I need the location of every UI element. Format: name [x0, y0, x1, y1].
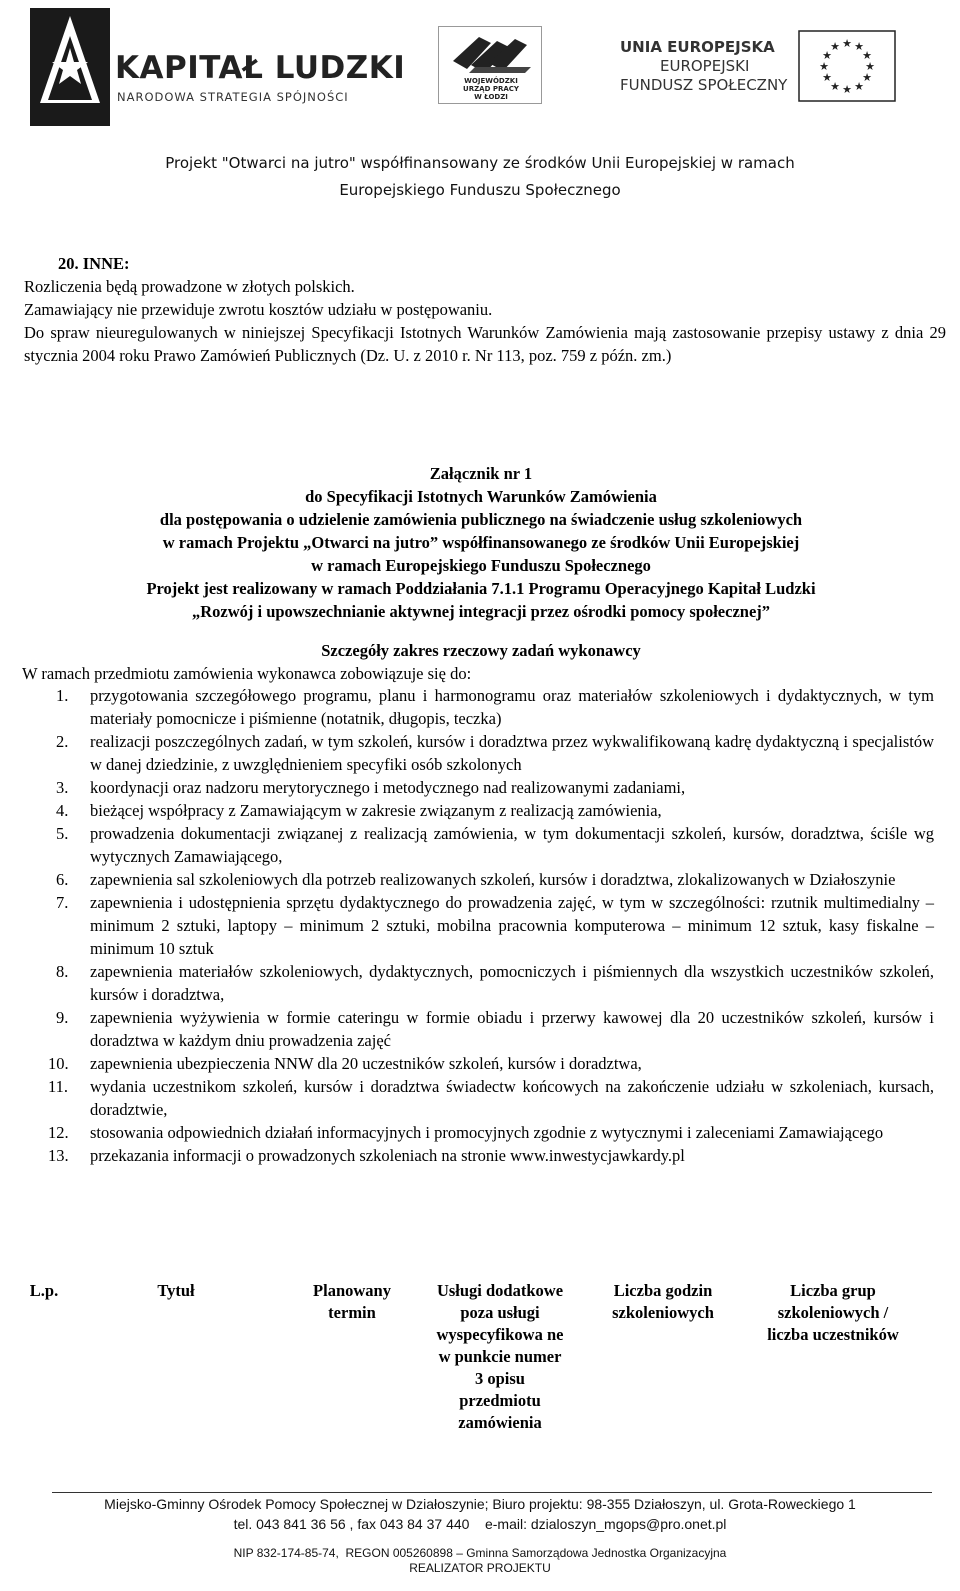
column-header-additional-services: Usługi dodatkowe poza usługi wyspecyfikowa ne w punkcie numer 3 opisu przedmiotu zamówienia: [436, 1281, 564, 1432]
wup-line2: URZĄD PRACY: [463, 85, 519, 93]
footer-address: Miejsko-Gminny Ośrodek Pomocy Społecznej w Działoszynie; Biuro projektu: 98-355 Działoszyn, ul. Grota-Roweckiego 1: [104, 1496, 856, 1512]
annex-title-block: [20, 462, 942, 662]
column-header-title: Tytuł: [157, 1281, 195, 1300]
annex-title-line: w ramach Projektu „Otwarci na jutro” współfinansowanego ze środków Unii Europejskiej: [162, 533, 800, 552]
list-item: 7. zapewnienia i udostępnienia sprzętu dydaktycznego do prowadzenia zajęć, w tym w szczególności: rzutnik multimedialny – minimum 2 sztuki, laptopy – minimum 2 sztuki, mobilna pracownia komputerowa – minimum 12 sztuk, kasy fiskalne – minimum 10 sztuk: [56, 893, 934, 958]
ue-line3: FUNDUSZ SPOŁECZNY: [620, 76, 788, 94]
list-item: 11. wydania uczestnikom szkoleń, kursów i doradztwa świadectw końcowych na zakończenie udziału w szkoleniach, kursach, doradztwie,: [48, 1077, 934, 1119]
list-item: 13. przekazania informacji o prowadzonych szkoleniach na stronie www.inwestycjawkardy.pl: [48, 1146, 685, 1165]
header-logos: [0, 0, 960, 140]
svg-text:★: ★: [822, 49, 832, 62]
svg-text:★: ★: [822, 71, 832, 84]
list-item: 5. prowadzenia dokumentacji związanej z realizacją zamówienia, w tym dokumentacji szkoleń, kursów, doradztwa, ściśle wg wytycznych Zamawiającego,: [56, 824, 934, 866]
list-item: 6. zapewnienia sal szkoleniowych dla potrzeb realizowanych szkoleń, kursów i doradztwa, zlokalizowanych w Działoszynie: [56, 870, 896, 889]
section-20: [24, 252, 946, 367]
svg-text:★: ★: [819, 60, 829, 73]
svg-text:★: ★: [865, 60, 875, 73]
annex-title-line: dla postępowania o udzielenie zamówienia publicznego na świadczenie usług szkoleniowych: [159, 510, 803, 529]
wup-line1: WOJEWÓDZKI: [464, 77, 518, 85]
kapital-ludzki-emblem-icon: [30, 8, 110, 126]
list-item: 9. zapewnienia wyżywienia w formie cateringu w formie obiadu i przerwy kawowej dla 20 uczestników szkoleń, kursów i doradztwa w każdym dniu prowadzenia zajęć: [56, 1008, 934, 1050]
ue-line1: UNIA EUROPEJSKA: [620, 38, 775, 56]
obligations-intro: W ramach przedmiotu zamówienia wykonawca zobowiązuje się do:: [22, 664, 472, 683]
svg-text:★: ★: [862, 71, 872, 84]
svg-text:★: ★: [830, 40, 840, 53]
svg-text:★: ★: [830, 80, 840, 93]
list-item: 1. przygotowania szczegółowego programu, planu i harmonogramu oraz materiałów szkoleniowych i dydaktycznych, w tym materiały pomocnicze i piśmienne (notatnik, długopis, teczka): [56, 686, 934, 728]
wup-logo: [438, 26, 542, 104]
obligations-list: [22, 684, 934, 1167]
list-item: 8. zapewnienia materiałów szkoleniowych, dydaktycznych, pomocniczych i piśmiennych dla wszystkich uczestników szkoleń, kursów i doradztwa,: [56, 962, 934, 1004]
section-20-line: Do spraw nieuregulowanych w niniejszej Specyfikacji Istotnych Warunków Zamówienia mają zastosowanie przepisy ustawy z dnia 29 stycznia 2004 roku Prawo Zamówień Publicznych (Dz. U. z 2010 r. Nr 113, poz. 759 z późn. zm.): [24, 323, 946, 365]
column-header-planned-date: Planowany termin: [313, 1281, 391, 1322]
ue-line2: EUROPEJSKI: [660, 57, 750, 75]
column-header-groups-participants: Liczba grup szkoleniowych / liczba uczestników: [767, 1281, 899, 1344]
footer-contact: tel. 043 841 36 56 , fax 043 84 37 440 e-mail: dzialoszyn_mgops@pro.onet.pl: [233, 1516, 727, 1532]
wup-emblem-icon: [445, 31, 537, 75]
footer-registry: NIP 832-174-85-74, REGON 005260898 – Gminna Samorządowa Jednostka Organizacyjna: [233, 1546, 727, 1560]
column-header-lp: L.p.: [29, 1281, 59, 1300]
kapital-ludzki-subtitle: NARODOWA STRATEGIA SPÓJNOŚCI: [117, 90, 349, 104]
wup-line3: W ŁODZI: [474, 93, 508, 101]
annex-title-line: Projekt jest realizowany w ramach Poddziałania 7.1.1 Programu Operacyjnego Kapitał Ludzki: [146, 579, 816, 598]
scope-heading: Szczegóły zakres rzeczowy zadań wykonawcy: [321, 641, 641, 660]
section-20-line: Rozliczenia będą prowadzone w złotych polskich.: [24, 277, 355, 296]
column-header-training-hours: Liczba godzin szkoleniowych: [612, 1281, 714, 1322]
list-item: 4. bieżącej współpracy z Zamawiającym w zakresie związanym z realizacją zamówienia,: [56, 801, 662, 820]
eu-flag-icon: [798, 30, 896, 102]
annex-title-line: w ramach Europejskiego Funduszu Społecznego: [311, 556, 651, 575]
annex-title-line: do Specyfikacji Istotnych Warunków Zamówienia: [305, 487, 657, 506]
wup-text: [439, 77, 543, 101]
kapital-ludzki-logo: [30, 8, 406, 126]
list-item: 12. stosowania odpowiednich działań informacyjnych i promocyjnych zgodnie z wytycznymi i zaleceniami Zamawiającego: [48, 1123, 884, 1142]
ue-text: [620, 38, 787, 95]
project-header-line-1: Projekt "Otwarci na jutro" współfinansowany ze środków Unii Europejskiej w ramach: [165, 154, 795, 172]
annex-title-line: „Rozwój i upowszechnianie aktywnej integracji przez ośrodki pomocy społecznej”: [191, 602, 771, 621]
section-20-heading: 20. INNE:: [58, 254, 130, 273]
svg-text:★: ★: [854, 80, 864, 93]
footer-realizator: REALIZATOR PROJEKTU: [409, 1561, 551, 1575]
project-header-line-2: Europejskiego Funduszu Społecznego: [339, 181, 621, 199]
svg-text:★: ★: [854, 40, 864, 53]
svg-text:★: ★: [862, 49, 872, 62]
list-item: 3. koordynacji oraz nadzoru merytorycznego i metodycznego nad realizowanymi zadaniami,: [56, 778, 686, 797]
svg-text:★: ★: [842, 37, 852, 50]
list-item: 2. realizacji poszczególnych zadań, w tym szkoleń, kursów i doradztwa przez wykwalifikowaną kadrę dydaktyczną i specjalistów w danej dziedzinie, z uwzględnieniem specyfiki osób szkolonych: [56, 732, 934, 774]
svg-text:★: ★: [842, 83, 852, 96]
footer-divider: [52, 1492, 932, 1493]
ue-efs-logo: [612, 30, 912, 110]
kapital-ludzki-title: KAPITAŁ LUDZKI: [115, 50, 406, 86]
annex-title-line: Załącznik nr 1: [429, 464, 533, 483]
list-item: 10. zapewnienia ubezpieczenia NNW dla 20 uczestników szkoleń, kursów i doradztwa,: [48, 1054, 642, 1073]
section-20-line: Zamawiający nie przewiduje zwrotu kosztów udziału w postępowaniu.: [24, 300, 493, 319]
